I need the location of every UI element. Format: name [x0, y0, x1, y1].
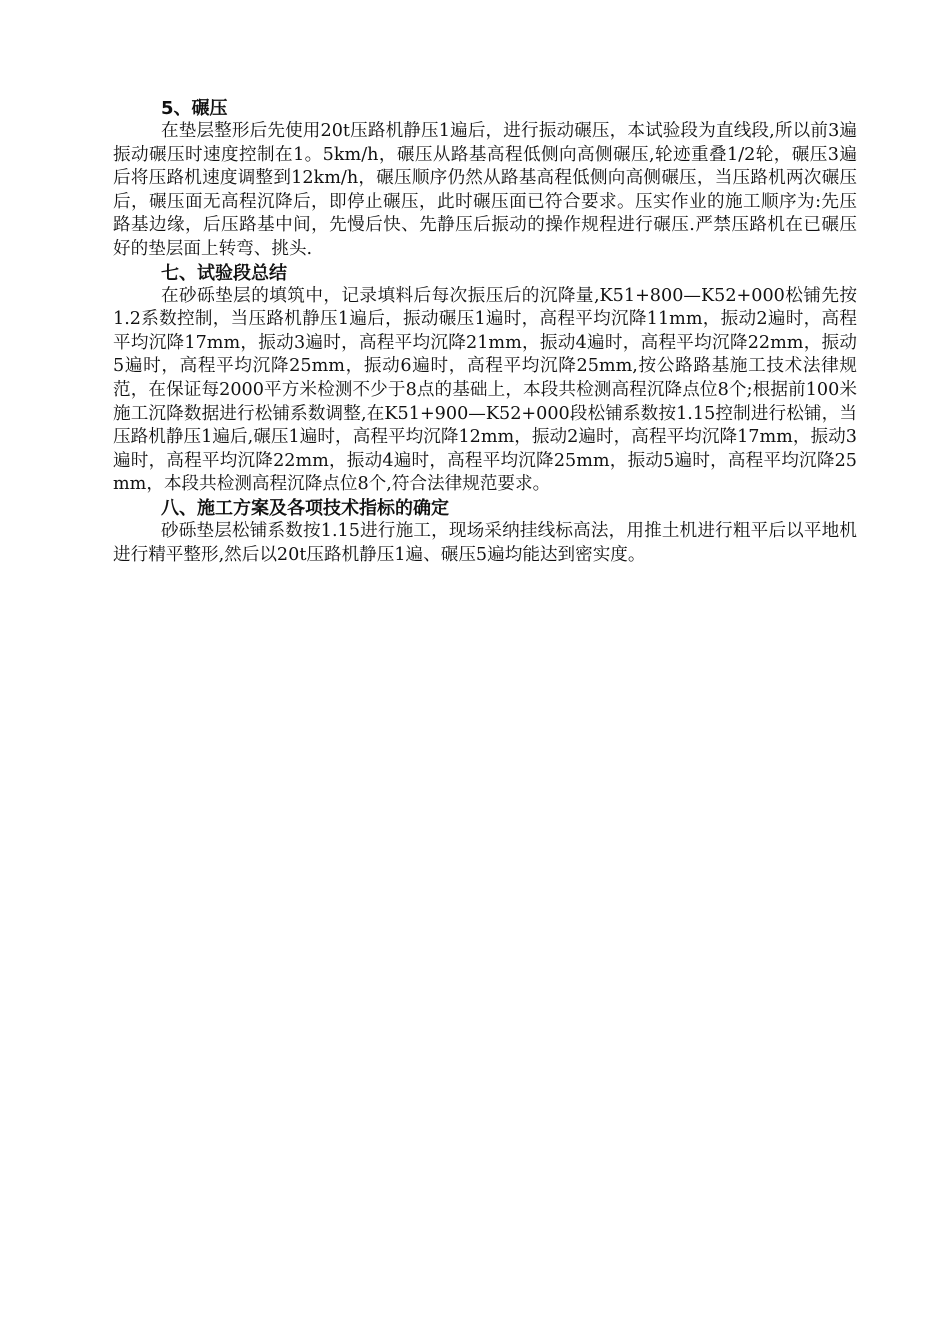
section-7-heading: 七、试验段总结 — [161, 262, 287, 284]
section-7-paragraph: 在砂砾垫层的填筑中，记录填料后每次振压后的沉降量,K51+800—K52+000松铺先按1.2系数控制，当压路机静压1遍后，振动碾压1遍时，高程平均沉降11mm，振动2遍时，高程平均沉降17mm，振动3遍时，高程平均沉降21mm，振动4遍时，高程平均沉降22mm，振动5遍时，高程平均沉降25mm，振动6遍时，高程平均沉降25mm,按公路路基施工技术法律规范，在保证每2000平方米检测不少于8点的基础上，本段共检测高程沉降点位8个;根据前100米施工沉降数据进行松铺系数调整,在K51+900—K52+000段松铺系数按1.15控制进行松铺，当压路机静压1遍后,碾压1遍时，高程平均沉降12mm，振动2遍时，高程平均沉降17mm，振动3遍时，高程平均沉降22mm，振动4遍时，高程平均沉降25mm，振动5遍时，高程平均沉降25mm，本段共检测高程沉降点位8个,符合法律规范要求。 — [113, 285, 857, 495]
section-5-paragraph: 在垫层整形后先使用20t压路机静压1遍后，进行振动碾压，本试验段为直线段,所以前3遍振动碾压时速度控制在1。5km/h，碾压从路基高程低侧向高侧碾压,轮迹重叠1/2轮，碾压3遍后将压路机速度调整到12km/h，碾压顺序仍然从路基高程低侧向高侧碾压，当压路机两次碾压后，碾压面无高程沉降后，即停止碾压，此时碾压面已符合要求。压实作业的施工顺序为:先压路基边缘，后压路基中间，先慢后快、先静压后振动的操作规程进行碾压.严禁压路机在已碾压好的垫层面上转弯、挑头. — [113, 121, 857, 259]
section-5-heading: 5、碾压 — [161, 98, 228, 119]
document-body — [113, 97, 857, 567]
section-8-paragraph: 砂砾垫层松铺系数按1.15进行施工，现场采纳挂线标高法，用推土机进行粗平后以平地机进行精平整形,然后以20t压路机静压1遍、碾压5遍均能达到密实度。 — [113, 520, 857, 565]
section-8-heading: 八、施工方案及各项技术指标的确定 — [161, 497, 449, 519]
